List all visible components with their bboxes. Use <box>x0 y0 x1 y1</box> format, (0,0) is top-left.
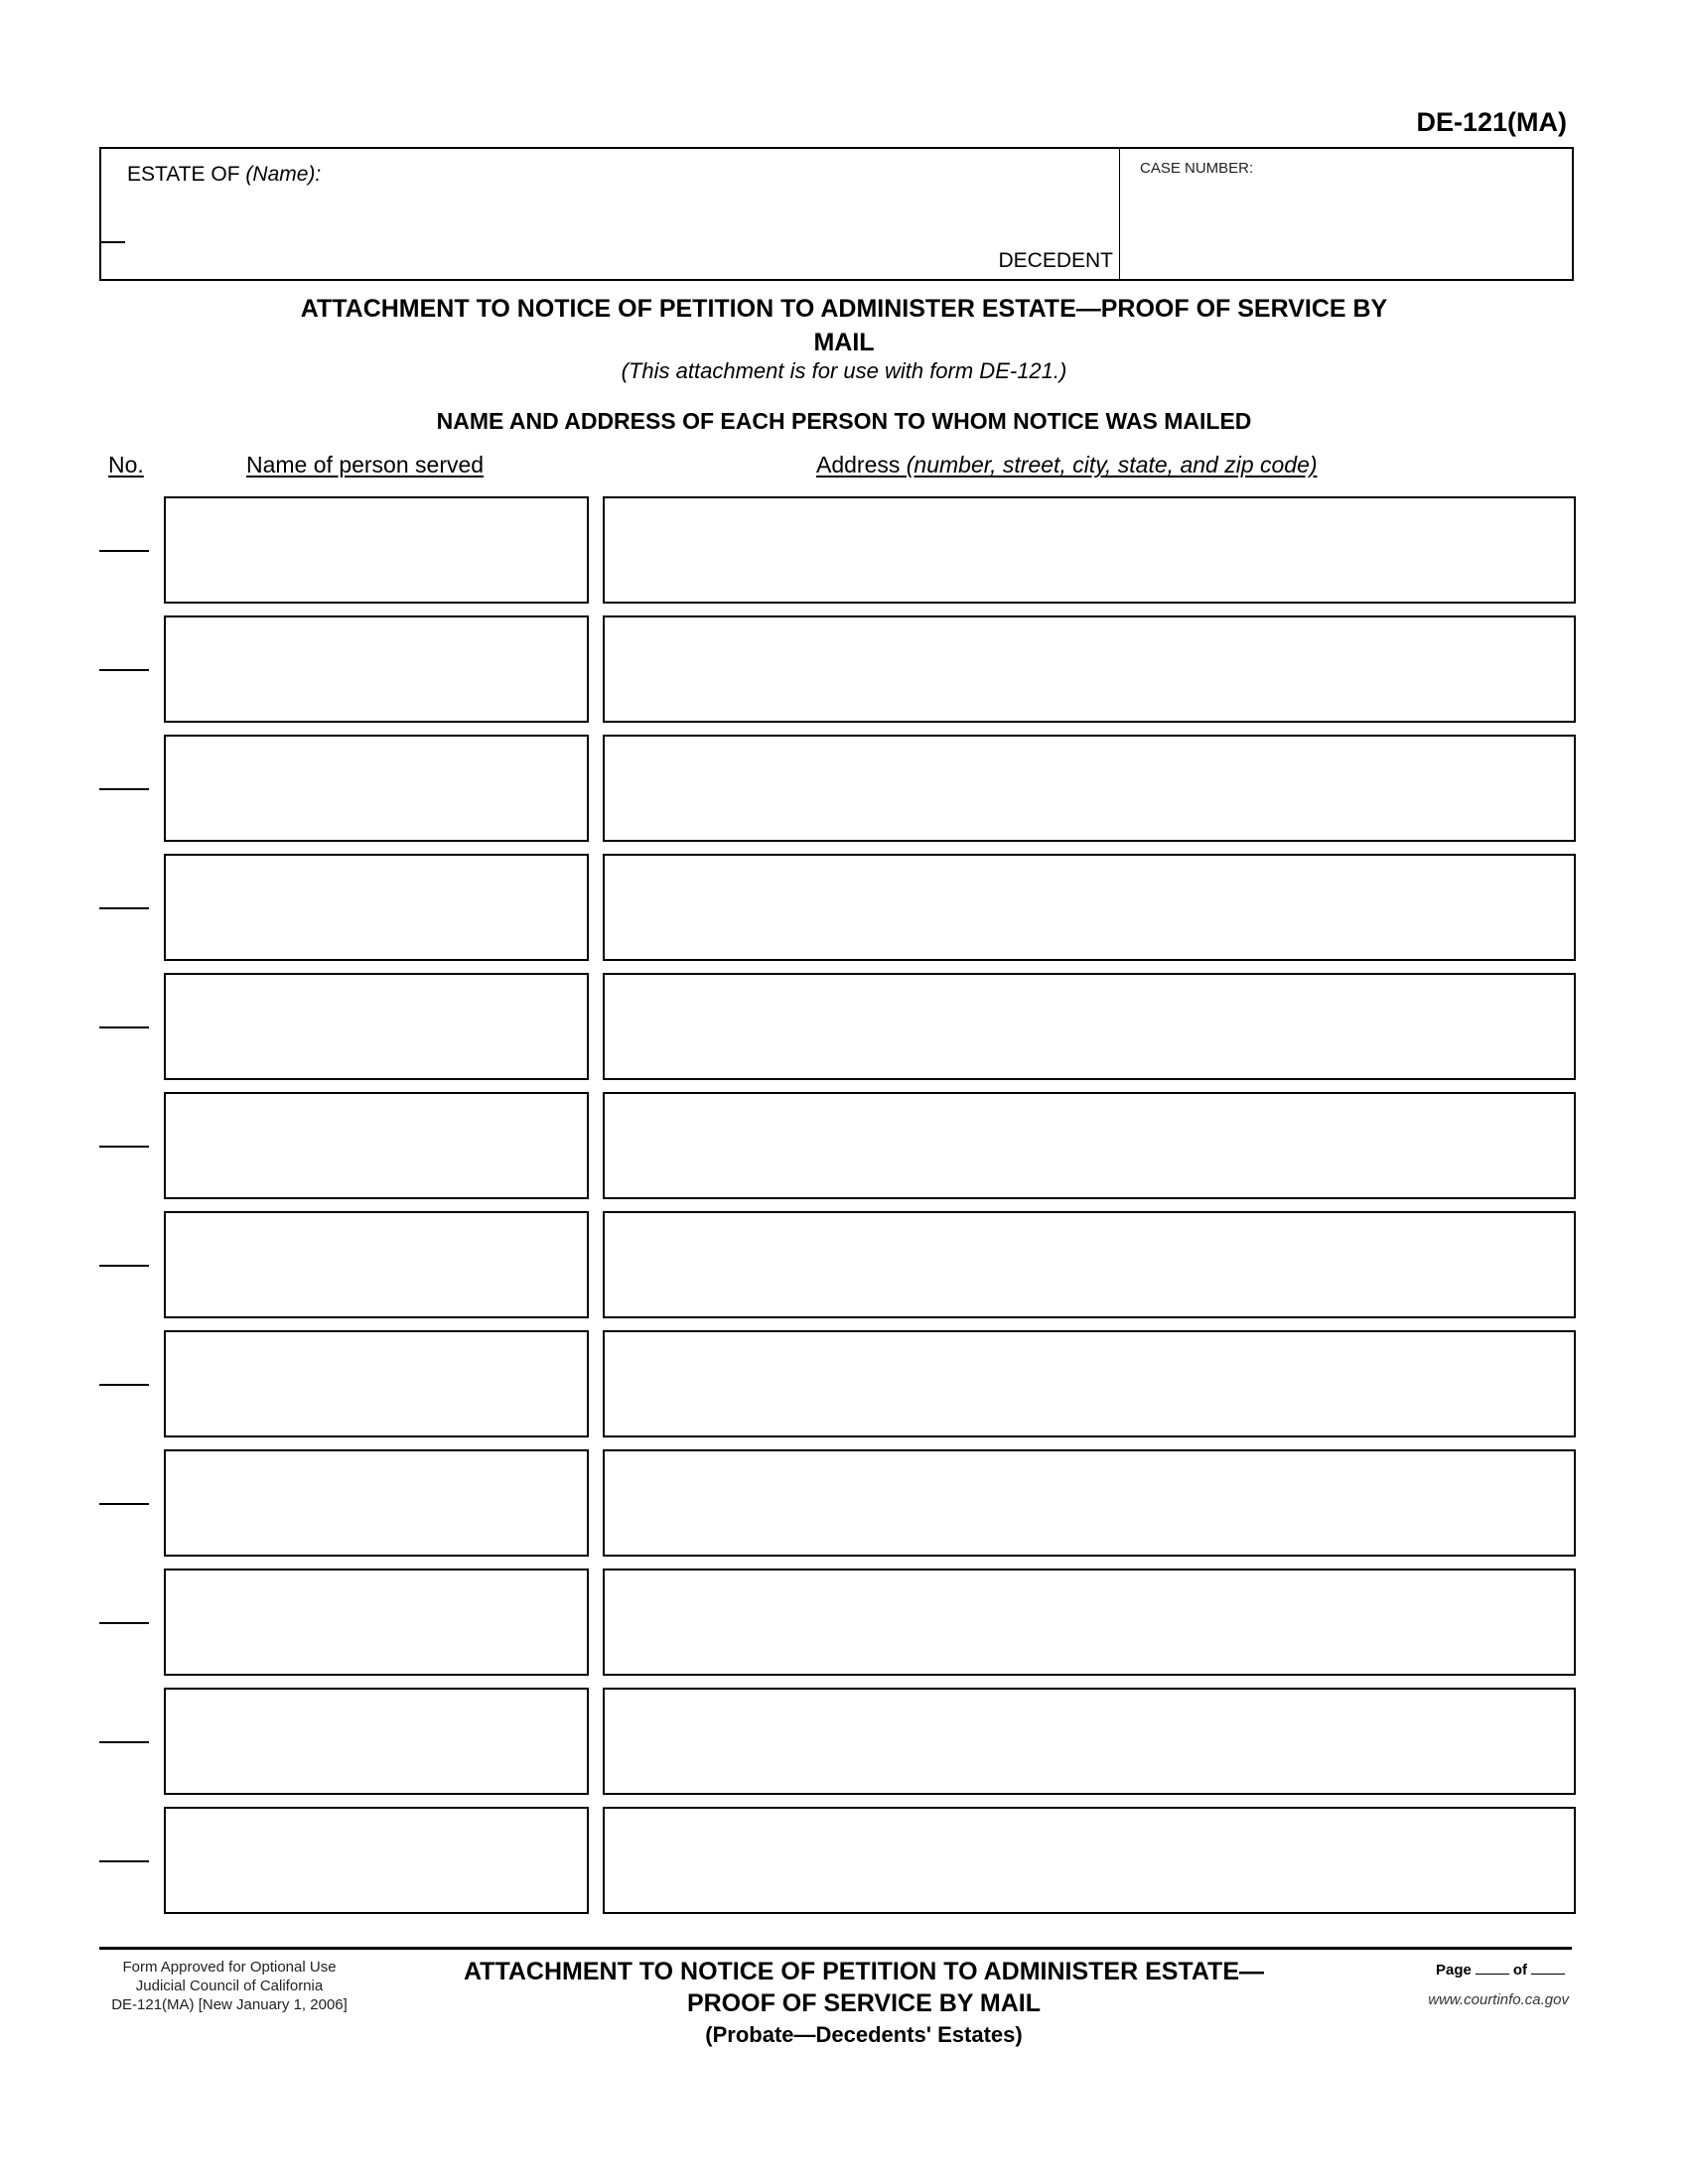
table-row <box>0 735 1688 842</box>
address-header-detail: (number, street, city, state, and zip code) <box>906 452 1318 478</box>
row-number-field[interactable] <box>99 1265 149 1267</box>
form-subtitle: (This attachment is for use with form DE-121.) <box>621 358 1067 383</box>
name-of-person-field[interactable] <box>164 973 589 1080</box>
name-of-person-field[interactable] <box>164 1211 589 1318</box>
table-row <box>0 1211 1688 1318</box>
address-field[interactable] <box>603 615 1576 723</box>
name-of-person-field[interactable] <box>164 1807 589 1914</box>
list-heading: NAME AND ADDRESS OF EACH PERSON TO WHOM NOTICE WAS MAILED <box>436 408 1252 434</box>
page-field[interactable] <box>1476 1974 1509 1975</box>
footer-approval: Form Approved for Optional Use <box>122 1959 337 1976</box>
footer-title-line2: PROOF OF SERVICE BY MAIL <box>686 1989 1042 2017</box>
address-field[interactable] <box>603 854 1576 961</box>
page-label: Page <box>1435 1962 1472 1979</box>
row-number-field[interactable] <box>99 550 149 552</box>
column-header-no: No. <box>108 452 144 478</box>
website-link[interactable]: www.courtinfo.ca.gov <box>1428 1991 1569 2008</box>
footer-title <box>377 1956 1350 2051</box>
name-of-person-field[interactable] <box>164 1092 589 1199</box>
row-number-field[interactable] <box>99 1860 149 1862</box>
table-row <box>0 1569 1688 1676</box>
footer-form-number: DE-121(MA) [New January 1, 2006] <box>111 1996 348 2013</box>
row-number-field[interactable] <box>99 1146 149 1148</box>
row-number-field[interactable] <box>99 669 149 671</box>
footer-divider <box>99 1947 1572 1950</box>
caption-box <box>99 147 1574 281</box>
address-field[interactable] <box>603 1330 1576 1437</box>
decedent-label: DECEDENT <box>998 249 1113 272</box>
page-number <box>1428 1956 1569 1985</box>
form-id: DE-121(MA) <box>1416 107 1567 137</box>
row-number-field[interactable] <box>99 1026 149 1028</box>
column-header-address <box>816 452 1318 478</box>
footer-council: Judicial Council of California <box>135 1978 324 1994</box>
name-of-person-field[interactable] <box>164 1569 589 1676</box>
address-field[interactable] <box>603 1092 1576 1199</box>
address-field[interactable] <box>603 1211 1576 1318</box>
row-number-field[interactable] <box>99 1384 149 1386</box>
page-total-field[interactable] <box>1531 1974 1565 1975</box>
row-number-field[interactable] <box>99 1741 149 1743</box>
estate-label <box>127 163 321 187</box>
table-row <box>0 973 1688 1080</box>
row-number-field[interactable] <box>99 907 149 909</box>
footer-title-line1: ATTACHMENT TO NOTICE OF PETITION TO ADMINISTER ESTATE— <box>463 1958 1264 1985</box>
table-row <box>0 615 1688 723</box>
table-row <box>0 496 1688 604</box>
name-of-person-field[interactable] <box>164 854 589 961</box>
footer-form-info <box>95 1958 363 2014</box>
of-label: of <box>1512 1962 1527 1979</box>
footer-title-line3: (Probate—Decedents' Estates) <box>705 2022 1023 2047</box>
table-row <box>0 1449 1688 1557</box>
address-field[interactable] <box>603 496 1576 604</box>
address-field[interactable] <box>603 1807 1576 1914</box>
column-header-name: Name of person served <box>246 452 485 478</box>
name-of-person-field[interactable] <box>164 1688 589 1795</box>
form-title <box>0 292 1688 359</box>
row-number-field[interactable] <box>99 1503 149 1505</box>
estate-dash <box>101 241 125 243</box>
case-number-label: CASE NUMBER: <box>1140 160 1254 177</box>
estate-label-name: (Name): <box>245 163 322 186</box>
name-of-person-field[interactable] <box>164 735 589 842</box>
estate-label-text: ESTATE OF <box>127 163 240 186</box>
address-field[interactable] <box>603 1688 1576 1795</box>
estate-name-field[interactable] <box>101 149 1120 279</box>
name-of-person-field[interactable] <box>164 1330 589 1437</box>
row-number-field[interactable] <box>99 788 149 790</box>
title-line1: ATTACHMENT TO NOTICE OF PETITION TO ADMINISTER ESTATE—PROOF OF SERVICE BY <box>300 295 1388 323</box>
address-field[interactable] <box>603 1449 1576 1557</box>
table-row <box>0 1688 1688 1795</box>
name-of-person-field[interactable] <box>164 1449 589 1557</box>
address-field[interactable] <box>603 735 1576 842</box>
table-row <box>0 1330 1688 1437</box>
table-row <box>0 854 1688 961</box>
address-field[interactable] <box>603 1569 1576 1676</box>
footer-page-info <box>1428 1956 1569 2015</box>
title-line2: MAIL <box>813 329 875 356</box>
table-row <box>0 1807 1688 1914</box>
address-field[interactable] <box>603 973 1576 1080</box>
name-of-person-field[interactable] <box>164 615 589 723</box>
address-header-text: Address <box>816 452 901 478</box>
name-of-person-field[interactable] <box>164 496 589 604</box>
table-row <box>0 1092 1688 1199</box>
row-number-field[interactable] <box>99 1622 149 1624</box>
